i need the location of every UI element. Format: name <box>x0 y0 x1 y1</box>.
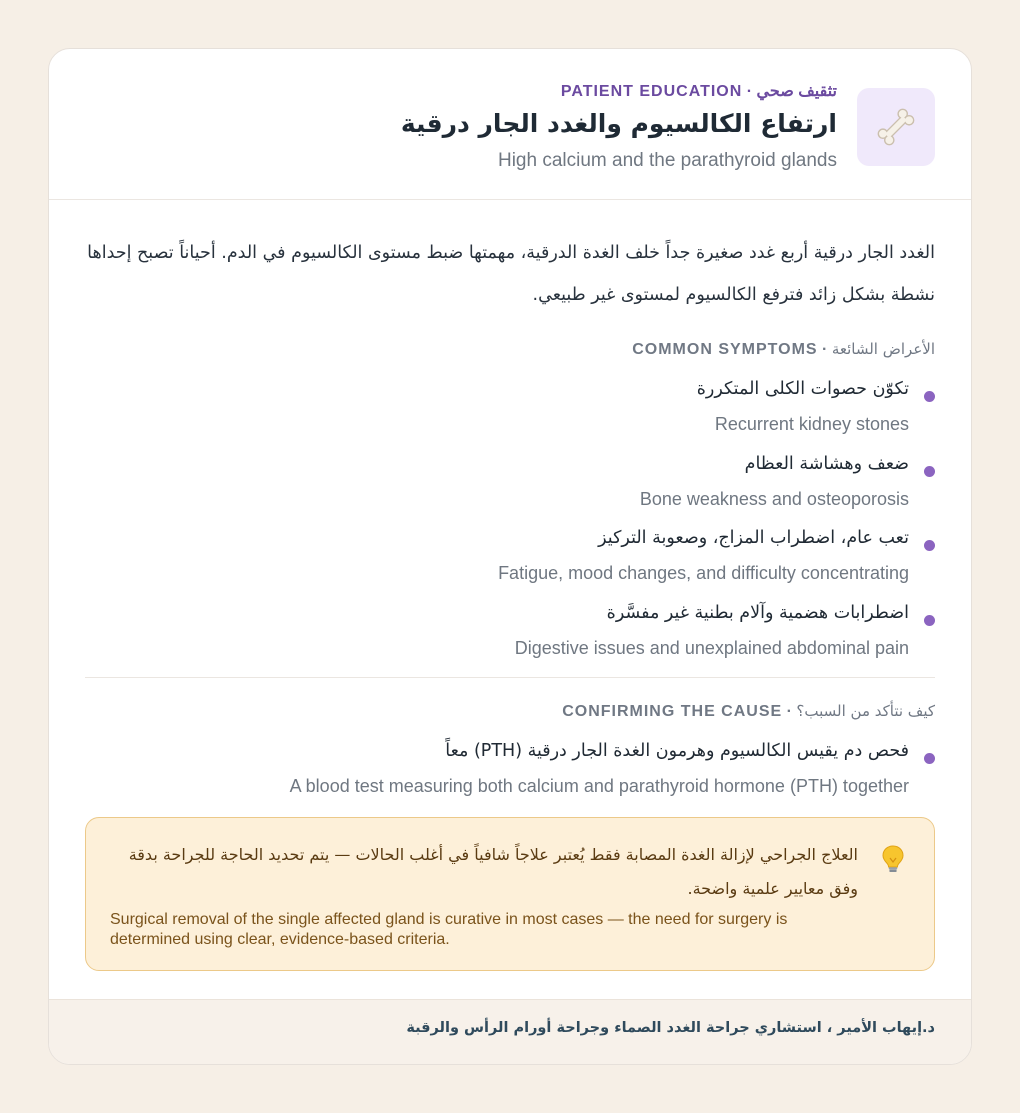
list-item <box>75 603 935 678</box>
list-item <box>75 454 935 529</box>
header-icon-box <box>857 88 935 166</box>
symptom-en: Fatigue, mood changes, and difficulty concentrating <box>498 563 909 583</box>
section-divider <box>85 677 935 678</box>
eyebrow <box>401 81 837 101</box>
symptoms-heading <box>632 340 935 359</box>
symptoms-heading-ar: الأعراض الشائعة <box>831 340 935 358</box>
cause-heading-en: CONFIRMING THE CAUSE <box>562 703 783 720</box>
bullet-dot <box>924 615 935 626</box>
eyebrow-ar: تثقيف صحي <box>756 83 837 100</box>
cause-heading-ar: كيف نتأكد من السبب؟ <box>796 702 935 720</box>
cause-heading-separator: · <box>786 703 792 720</box>
list-item <box>75 379 935 454</box>
bullet-dot <box>924 540 935 551</box>
author-credit: د.إيهاب الأمير ، استشاري جراحة الغدد الصماء وجراحة أورام الرأس والرقبة <box>406 1020 935 1036</box>
education-card <box>48 48 972 1065</box>
eyebrow-en: PATIENT EDUCATION <box>560 83 743 100</box>
symptom-en: Bone weakness and osteoporosis <box>639 488 909 509</box>
cause-en: A blood test measuring both calcium and parathyroid hormone (PTH) together <box>289 776 909 796</box>
page-title: ارتفاع الكالسيوم والغدد الجار درقية <box>400 109 837 138</box>
symptom-ar: تكوّن حصوات الكلى المتكررة <box>696 379 909 399</box>
info-note <box>85 817 935 971</box>
page-subtitle: High calcium and the parathyroid glands <box>497 150 837 171</box>
cause-heading <box>562 702 935 721</box>
lightbulb-icon <box>880 844 906 874</box>
symptom-en: Recurrent kidney stones <box>714 414 909 434</box>
list-item <box>75 528 935 603</box>
bullet-dot <box>924 466 935 477</box>
cause-list <box>75 741 935 816</box>
bone-icon <box>874 105 918 149</box>
intro-paragraph: الغدد الجار درقية أربع غدد صغيرة جداً خلف الغدة الدرقية، مهمتها ضبط مستوى الكالسيوم في الدم. أحياناً تصبح إحداها نشطة بشكل زائد فترفع الكالسيوم لمستوى غير طبيعي. <box>87 243 935 305</box>
symptoms-heading-separator: · <box>822 341 828 358</box>
symptom-ar: اضطرابات هضمية وآلام بطنية غير مفسَّرة <box>606 602 909 623</box>
note-text-ar: العلاج الجراحي لإزالة الغدة المصابة فقط يُعتبر علاجاً شافياً في أغلب الحالات — يتم تحديد الحاجة للجراحة بدقة وفق معايير علمية واضحة. <box>128 845 858 898</box>
bullet-dot <box>924 753 935 764</box>
symptom-ar: تعب عام، اضطراب المزاج، وصعوبة التركيز <box>598 528 909 548</box>
header-text <box>401 81 837 172</box>
note-text-en: Surgical removal of the single affected gland is curative in most cases — the need for surgery is determined using clear, evidence-based criteria. <box>110 911 788 948</box>
symptoms-list <box>75 379 935 677</box>
symptom-en: Digestive issues and unexplained abdominal pain <box>514 637 909 658</box>
card-footer <box>49 999 971 1064</box>
bullet-dot <box>924 391 935 402</box>
symptoms-heading-en: COMMON SYMPTOMS <box>632 341 818 358</box>
cause-ar: فحص دم يقيس الكالسيوم وهرمون الغدة الجار درقية (PTH) معاً <box>445 741 909 761</box>
eyebrow-separator: · <box>746 83 753 100</box>
card-header <box>49 49 971 200</box>
list-item <box>75 741 935 816</box>
symptom-ar: ضعف وهشاشة العظام <box>744 453 909 474</box>
